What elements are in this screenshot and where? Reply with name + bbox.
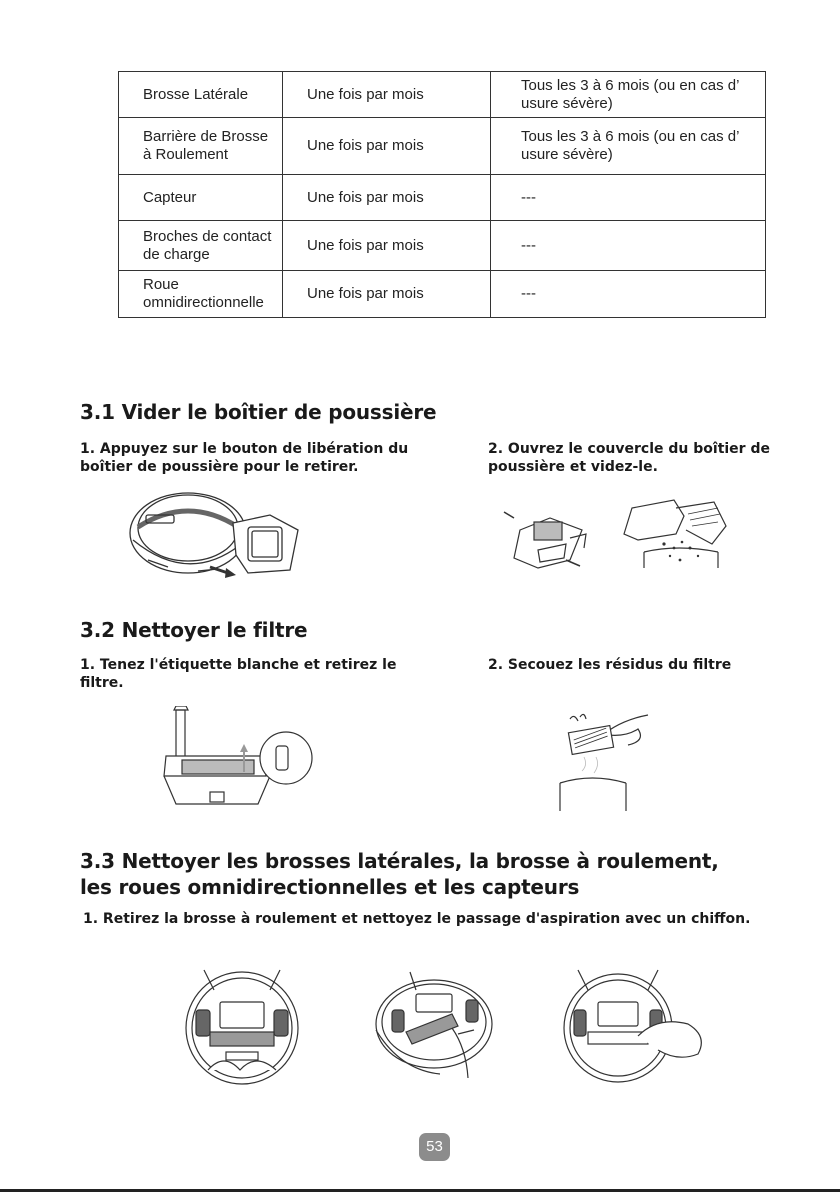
- table-row: [119, 175, 766, 221]
- dustbin-emptying-illustration: [618, 486, 730, 568]
- maintenance-table: [118, 71, 766, 318]
- robot-underside-cleaning-illustration: [370, 970, 500, 1082]
- section-title-line-2: les roues omnidirectionnelles et les capteurs: [80, 875, 580, 899]
- table-cell-replace: ---: [491, 271, 766, 318]
- table-cell-replace: Tous les 3 à 6 mois (ou en cas d’ usure sévère): [491, 72, 766, 118]
- table-cell-replace: ---: [491, 175, 766, 221]
- robot-underside-wipe-illustration: [558, 966, 718, 1086]
- step-remove-roller-brush: 1. Retirez la brosse à roulement et nettoyez le passage d'aspiration avec un chiffon.: [83, 911, 751, 927]
- step-press-release-button: 1. Appuyez sur le bouton de libération du boîtier de poussière pour le retirer.: [80, 441, 409, 475]
- section-title-clean-brushes: [80, 848, 800, 900]
- page-number-badge: 53: [419, 1133, 450, 1161]
- table-cell-clean: Une fois par mois: [283, 72, 491, 118]
- table-row: [119, 271, 766, 318]
- table-cell-clean: Une fois par mois: [283, 118, 491, 175]
- step-remove-filter: 1. Tenez l'étiquette blanche et retirez le filtre.: [80, 657, 397, 691]
- filter-removal-illustration: [162, 706, 314, 814]
- section-title-clean-filter: 3.2 Nettoyer le filtre: [80, 618, 308, 642]
- table-cell-replace: Tous les 3 à 6 mois (ou en cas d’ usure sévère): [491, 118, 766, 175]
- section-title-empty-dustbin: 3.1 Vider le boîtier de poussière: [80, 400, 437, 424]
- table-cell-clean: Une fois par mois: [283, 221, 491, 271]
- dustbin-open-illustration: [500, 500, 590, 575]
- table-row: [119, 118, 766, 175]
- section-title-line-1: 3.3 Nettoyer les brosses latérales, la brosse à roulement,: [80, 849, 719, 873]
- table-cell-part: Broches de contact de charge: [119, 221, 283, 271]
- table-row: [119, 72, 766, 118]
- robot-underside-remove-brush-illustration: [180, 966, 304, 1086]
- table-cell-part: Capteur: [119, 175, 283, 221]
- step-open-lid-empty: 2. Ouvrez le couvercle du boîtier de poussière et videz-le.: [488, 441, 770, 475]
- table-cell-part: Brosse Latérale: [119, 72, 283, 118]
- step-shake-filter: 2. Secouez les résidus du filtre: [488, 657, 732, 673]
- robot-dustbin-removal-illustration: [128, 485, 303, 585]
- filter-shake-illustration: [556, 711, 652, 811]
- table-cell-part: Barrière de Brosse à Roulement: [119, 118, 283, 175]
- table-row: [119, 221, 766, 271]
- table-cell-clean: Une fois par mois: [283, 175, 491, 221]
- table-cell-replace: ---: [491, 221, 766, 271]
- table-cell-part: Roue omnidirectionnelle: [119, 271, 283, 318]
- table-cell-clean: Une fois par mois: [283, 271, 491, 318]
